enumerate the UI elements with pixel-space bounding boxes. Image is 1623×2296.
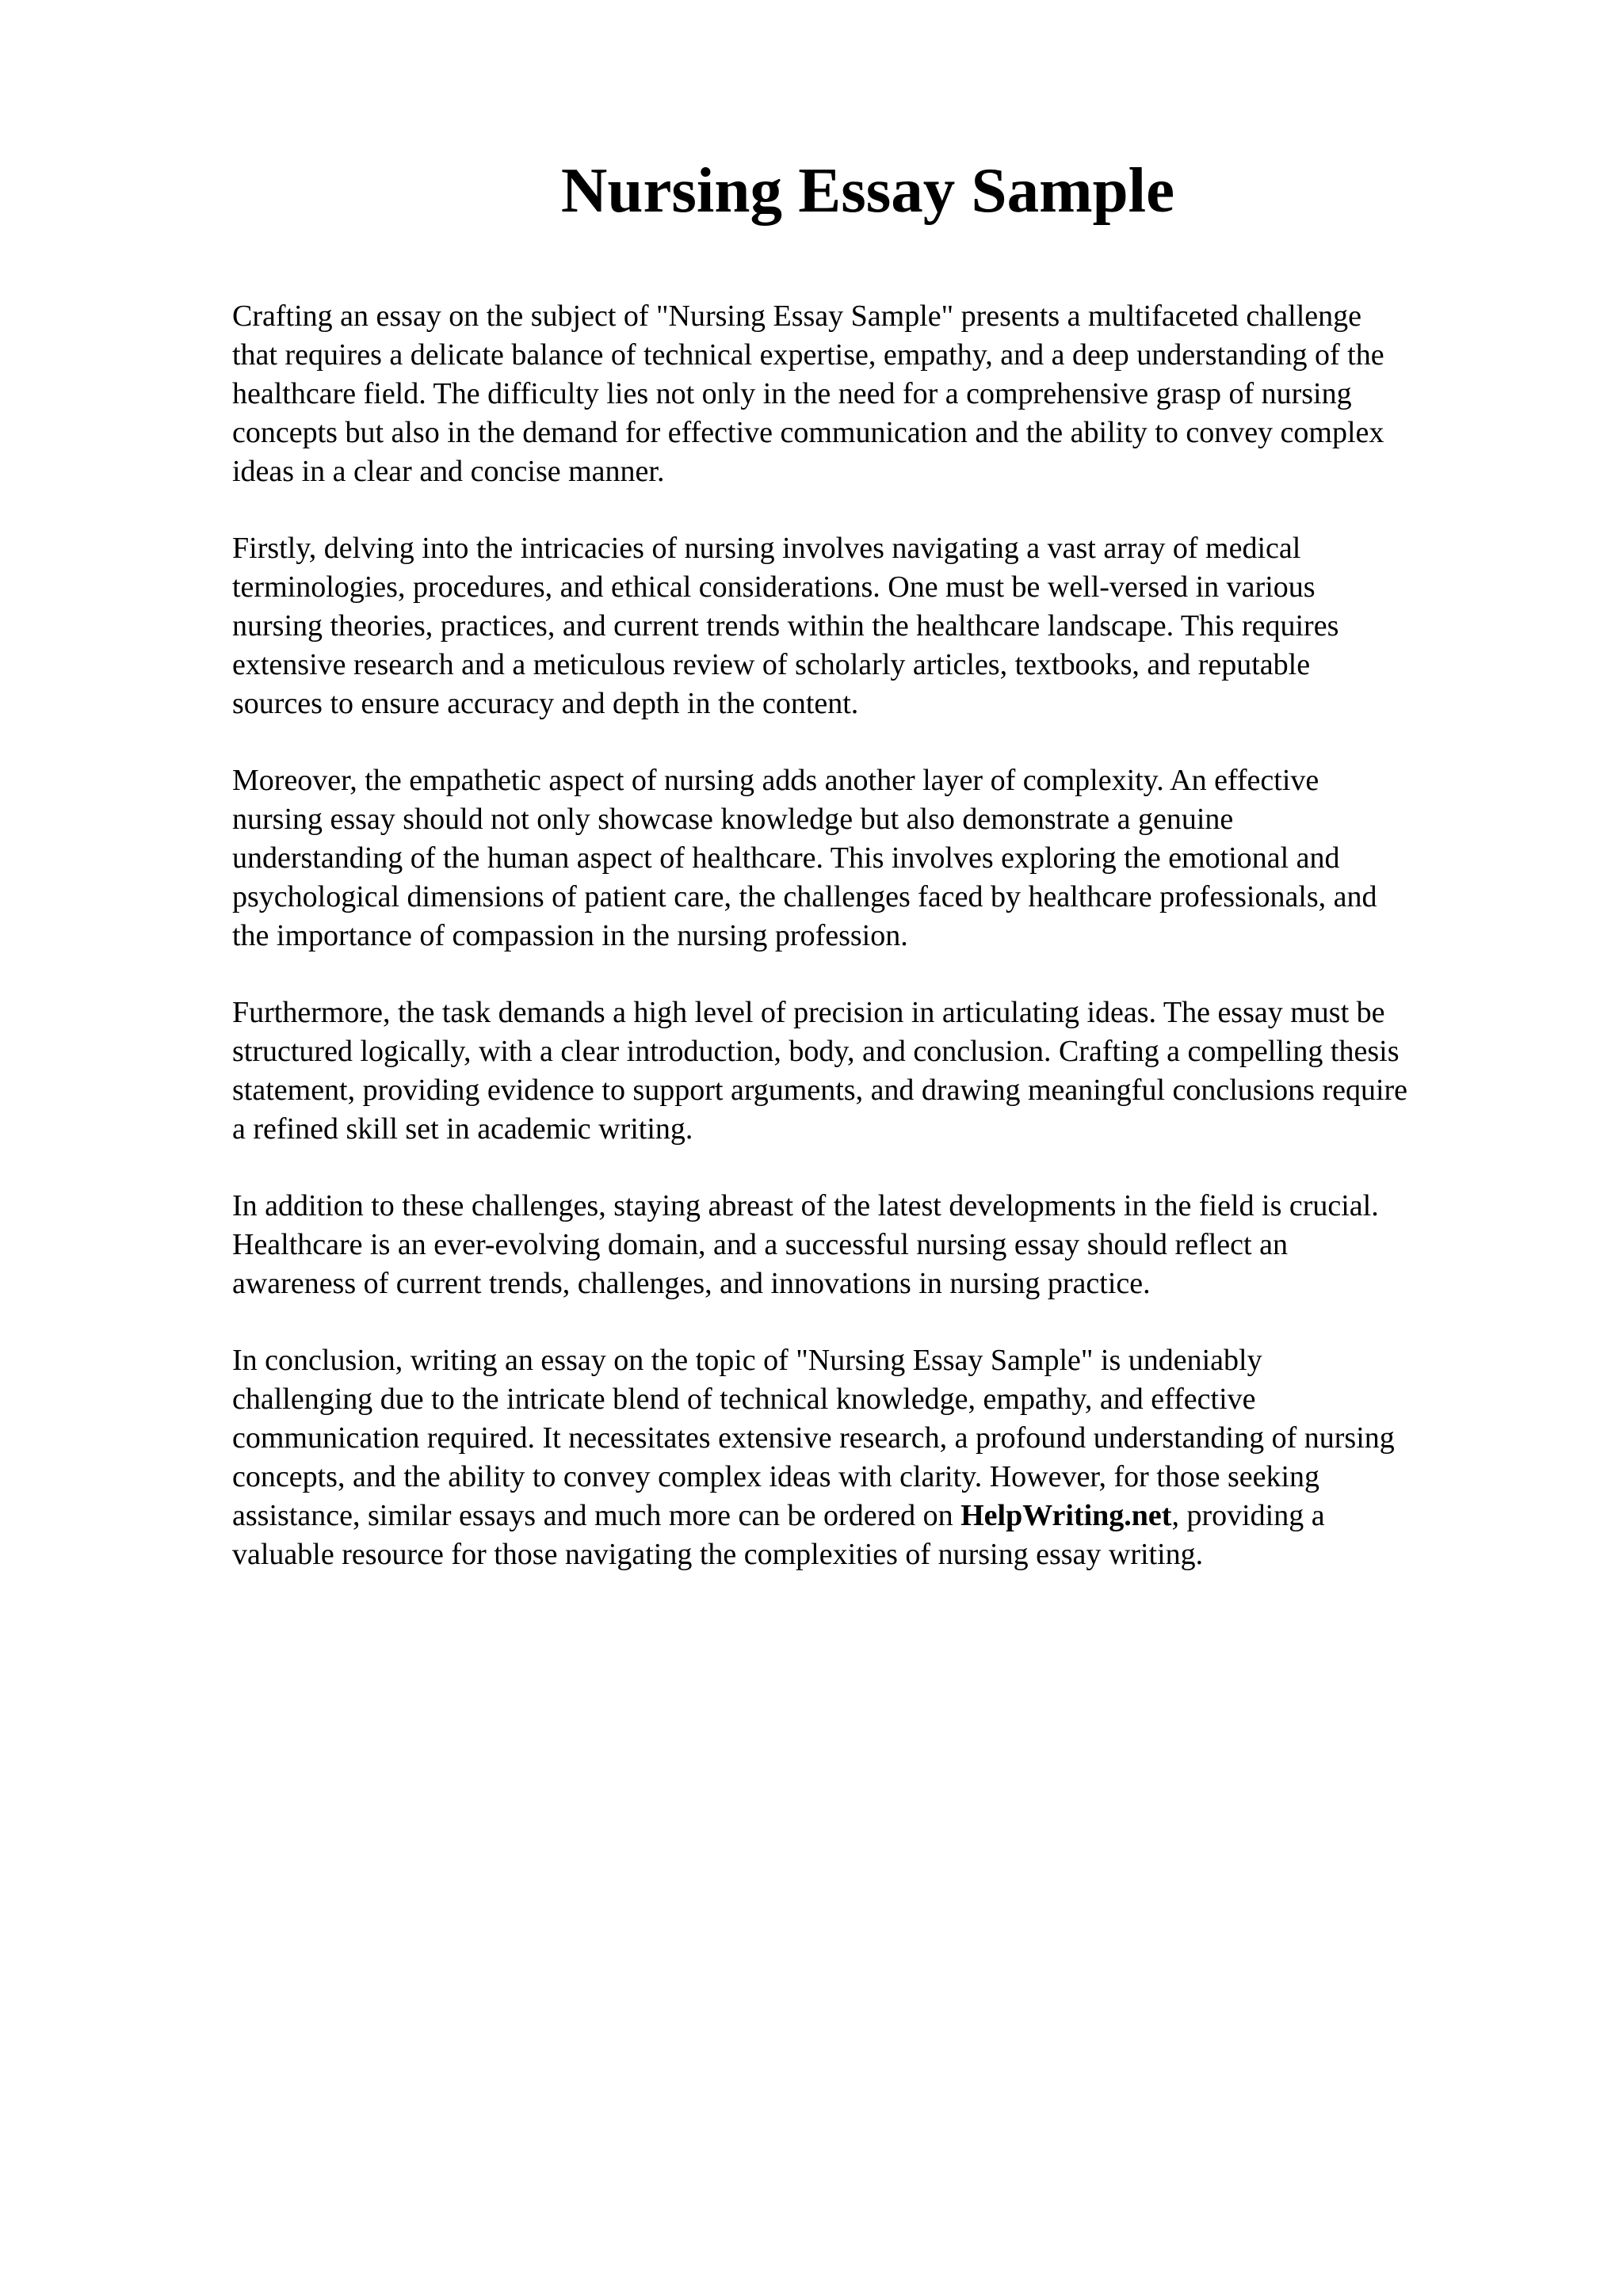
text-line: psychological dimensions of patient care, the challenges faced by healthcare professionals, and (232, 880, 1377, 913)
text-line: Furthermore, the task demands a high level of precision in articulating ideas. The essay must be (232, 996, 1385, 1029)
text-line: extensive research and a meticulous review of scholarly articles, textbooks, and reputable (232, 648, 1311, 681)
text-line: Moreover, the empathetic aspect of nursing adds another layer of complexity. An effective (232, 764, 1319, 797)
paragraph-5 (232, 1187, 1532, 1303)
text-line: nursing theories, practices, and current trends within the healthcare landscape. This requires (232, 609, 1339, 643)
text-line: valuable resource for those navigating the complexities of nursing essay writing. (232, 1538, 1204, 1571)
text-line: awareness of current trends, challenges, and innovations in nursing practice. (232, 1267, 1151, 1300)
text-line: understanding of the human aspect of healthcare. This involves exploring the emotional and (232, 841, 1340, 875)
text-line: that requires a delicate balance of technical expertise, empathy, and a deep understanding of the (232, 338, 1384, 372)
text-line: nursing essay should not only showcase knowledge but also demonstrate a genuine (232, 803, 1234, 836)
text-line: In conclusion, writing an essay on the topic of "Nursing Essay Sample" is undeniably (232, 1344, 1262, 1377)
text-fragment: , providing a (1171, 1499, 1325, 1532)
paragraph-3 (232, 761, 1532, 955)
helpwriting-link[interactable]: HelpWriting.net (960, 1499, 1172, 1532)
paragraph-2 (232, 529, 1532, 723)
text-line: communication required. It necessitates extensive research, a profound understanding of nursing (232, 1421, 1395, 1455)
text-line: Firstly, delving into the intricacies of nursing involves navigating a vast array of medical (232, 532, 1301, 565)
text-line: sources to ensure accuracy and depth in the content. (232, 687, 859, 720)
text-line: In addition to these challenges, staying abreast of the latest developments in the field is crucial. (232, 1189, 1379, 1222)
text-line: challenging due to the intricate blend of technical knowledge, empathy, and effective (232, 1383, 1256, 1416)
text-fragment: assistance, similar essays and much more can be ordered on (232, 1499, 961, 1532)
text-line: Healthcare is an ever-evolving domain, and a successful nursing essay should reflect an (232, 1228, 1288, 1261)
text-line: concepts but also in the demand for effective communication and the ability to convey complex (232, 416, 1384, 449)
text-line: concepts, and the ability to convey complex ideas with clarity. However, for those seeking (232, 1460, 1320, 1493)
paragraph-4 (232, 994, 1532, 1149)
text-line: the importance of compassion in the nursing profession. (232, 919, 908, 952)
text-line: statement, providing evidence to support arguments, and drawing meaningful conclusions require (232, 1074, 1408, 1107)
text-line: terminologies, procedures, and ethical considerations. One must be well-versed in various (232, 570, 1316, 604)
essay-body (232, 297, 1532, 1612)
paragraph-6 (232, 1341, 1532, 1574)
paragraph-1 (232, 297, 1532, 491)
text-line-with-link (232, 1497, 1532, 1535)
text-line: Crafting an essay on the subject of "Nursing Essay Sample" presents a multifaceted challenge (232, 299, 1361, 333)
text-line: a refined skill set in academic writing. (232, 1112, 693, 1146)
text-line: healthcare field. The difficulty lies not only in the need for a comprehensive grasp of nursing (232, 377, 1352, 410)
text-line: structured logically, with a clear introduction, body, and conclusion. Crafting a compelling thesis (232, 1035, 1400, 1068)
page-title: Nursing Essay Sample (560, 154, 1175, 226)
text-line: ideas in a clear and concise manner. (232, 455, 665, 488)
